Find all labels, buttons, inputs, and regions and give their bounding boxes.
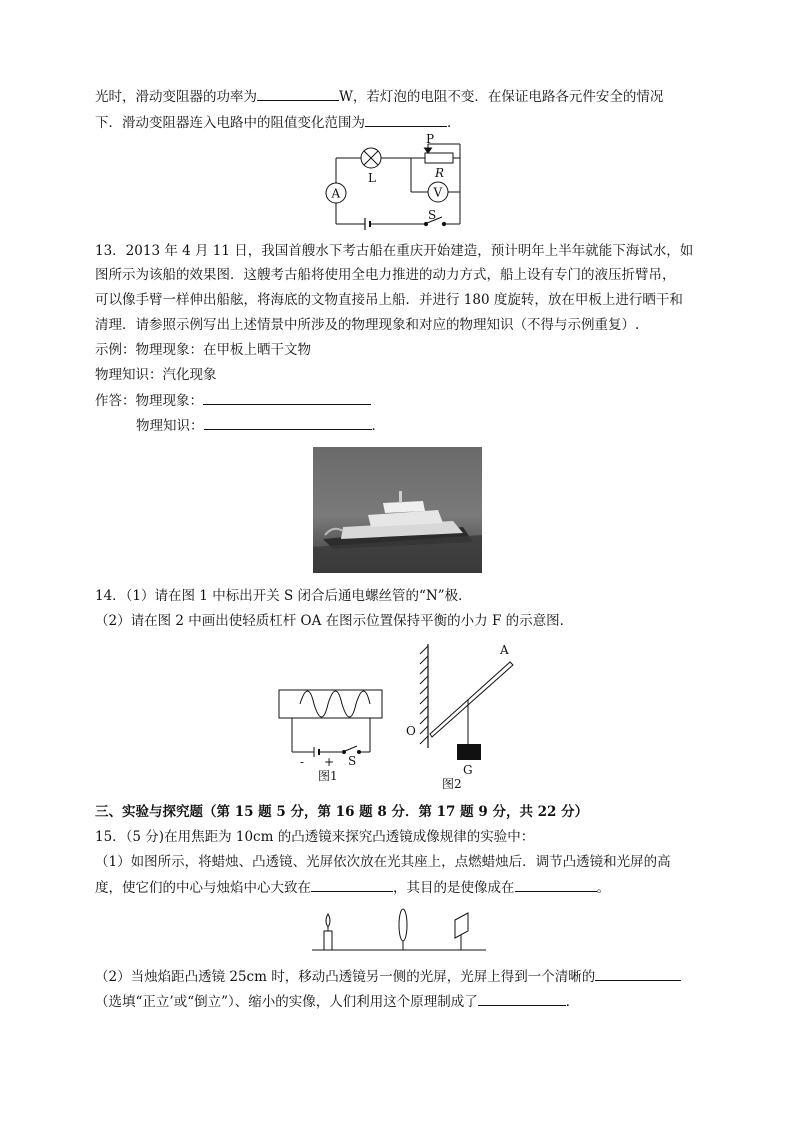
q15-p1-line2 [95, 877, 610, 898]
fig2-caption: 图2 [442, 777, 462, 791]
weight-G [457, 744, 481, 760]
label-V: V [433, 185, 443, 200]
q13-blank-knowledge[interactable] [204, 415, 372, 430]
fig2-G: G [463, 763, 473, 777]
fig2-A: A [500, 643, 509, 657]
q15-p2-line1 [95, 966, 681, 987]
q12-period: ． [447, 115, 461, 131]
fig1-plus: + [324, 755, 335, 769]
label-S: S [428, 208, 437, 222]
q13-answer-knowledge [136, 415, 385, 436]
q12-blank-range[interactable] [365, 112, 447, 127]
q12-text-a: 光时，滑动变阻器的功率为 [95, 89, 257, 105]
candle-flame [326, 914, 330, 927]
q12-text-c: 下．滑动变阻器连入电路中的阻值变化范围为 [95, 115, 365, 131]
fig1-minus: - [300, 755, 305, 769]
q15-p1-end: 。 [596, 880, 610, 896]
fig2-O: O [406, 724, 416, 738]
q13-line2: 图所示为该船的效果图．这艘考古船将使用全电力推进的动力方式，船上设有专门的液压折臂吊， [95, 267, 676, 283]
q13-example-knowledge: 物理知识：汽化现象 [95, 367, 217, 383]
fig1-caption: 图1 [318, 769, 338, 783]
q13-example-phenomenon: 示例：物理现象：在甲板上晒干文物 [95, 342, 311, 358]
q12-line1 [95, 86, 663, 107]
lever-OA [430, 662, 513, 737]
q15-blank-orientation[interactable] [595, 966, 681, 981]
label-P: P [426, 132, 435, 146]
circuit-diagram [320, 132, 480, 232]
q12-line2 [95, 112, 461, 133]
q15-p1-line1: （1）如图所示，将蜡烛、凸透镜、光屏依次放在光其座上，点燃蜡烛后．调节凸透镜和光屏的高 [95, 854, 671, 870]
q13-answer-phenomenon [95, 390, 371, 411]
ship-photo [313, 447, 482, 573]
fig1-S: S [348, 754, 357, 768]
q15-p2-text-b: （选填“正立’或“倒立”）、缩小的实像，人们利用这个原理制成了 [95, 994, 478, 1010]
q12-text-b: W，若灯泡的电阻不变．在保证电路各元件安全的情况 [339, 89, 664, 105]
q15-blank-same-height[interactable] [311, 877, 393, 892]
section-3-heading: 三、实验与探究题（第 15 题 5 分，第 16 题 8 分．第 17 题 9 分，共 22 分） [95, 804, 589, 820]
optical-bench [310, 905, 490, 955]
q13-line4: 清理．请参照示例写出上述情景中所涉及的物理现象和对应的物理知识（不得与示例重复）. [95, 317, 640, 333]
q13-blank-phenomenon[interactable] [203, 390, 371, 405]
figure-2-lever [400, 642, 530, 792]
label-R: R [435, 166, 445, 180]
q14-part1: 14．（1）请在图 1 中标出开关 S 闭合后通电螺丝管的“N”极． [95, 588, 472, 604]
q13-answer-phenomenon-label: 作答：物理现象： [95, 393, 203, 409]
candle [324, 931, 332, 950]
q15-p2-text-a: （2）当烛焰距凸透镜 25cm 时，移动凸透镜另一侧的光屏，光屏上得到一个清晰的 [95, 969, 596, 985]
figure-1-solenoid [270, 680, 390, 790]
q15-intro: 15．（5 分)在用焦距为 10cm 的凸透镜来探究凸透镜成像规律的实验中： [95, 829, 535, 845]
q13-line3: 可以像手臂一样伸出船舷，将海底的文物直接吊上船．并进行 180 度旋转，放在甲板上进行晒干和 [95, 292, 683, 308]
q15-blank-screen-center[interactable] [515, 877, 597, 892]
q12-blank-power[interactable] [257, 86, 339, 101]
label-L: L [368, 171, 376, 185]
q13-line1: 13．2013 年 4 月 11 日，我国首艘水下考古船在重庆开始建造，预计明年上半年就能下海试水，如 [95, 243, 694, 259]
convex-lens [399, 909, 407, 941]
q15-p2-end: ． [565, 994, 580, 1010]
label-A: A [331, 186, 341, 201]
solenoid-coil [300, 691, 370, 717]
light-screen [455, 913, 468, 938]
fig1-switch [345, 746, 357, 751]
q13-period: ． [371, 418, 385, 434]
q15-p1-text-a: 度，使它们的中心与烛焰中心大致在 [95, 880, 311, 896]
rheostat-symbol [425, 153, 453, 163]
q13-answer-knowledge-label: 物理知识： [136, 418, 204, 434]
q15-p2-line2 [95, 991, 579, 1012]
q14-part2: （2）请在图 2 中画出使轻质杠杆 OA 在图示位置保持平衡的小力 F 的示意图． [95, 613, 574, 629]
q15-blank-device[interactable] [478, 991, 566, 1006]
q15-p1-text-b: ，其目的是使像成在 [393, 880, 515, 896]
